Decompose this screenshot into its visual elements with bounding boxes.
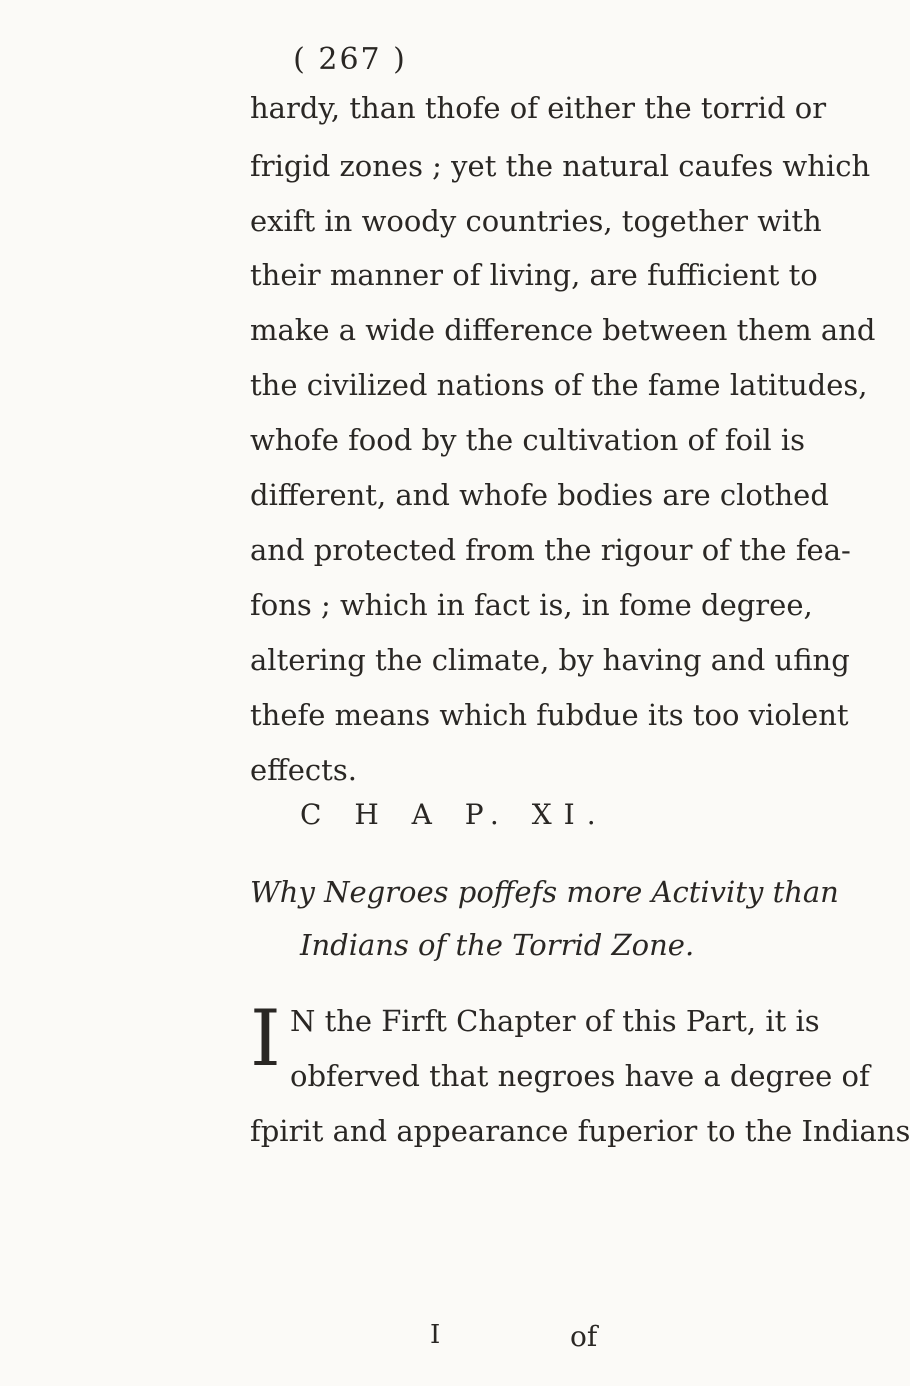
paragraph-line: whofe food by the cultivation of foil is bbox=[250, 423, 805, 457]
paragraph-line: effects. bbox=[250, 753, 357, 787]
paragraph-line: hardy, than thofe of either the torrid or bbox=[250, 91, 827, 125]
drop-cap: I bbox=[250, 994, 281, 1084]
opening-line: obferved that negroes have a degree of bbox=[290, 1059, 870, 1093]
chapter-title-line-1: Why Negroes poffefs more Activity than bbox=[250, 875, 839, 909]
paragraph-line: the civilized nations of the fame latitudes, bbox=[250, 368, 868, 402]
paragraph-line: frigid zones ; yet the natural caufes which bbox=[250, 149, 871, 183]
chapter-title-line-2: Indians of the Torrid Zone. bbox=[300, 928, 695, 962]
opening-line: fpirit and appearance fuperior to the Indians bbox=[250, 1114, 910, 1148]
paragraph-line: different, and whofe bodies are clothed bbox=[250, 478, 829, 512]
chapter-heading: C H A P. XI. bbox=[300, 798, 608, 831]
paragraph-line: and protected from the rigour of the fea- bbox=[250, 533, 851, 567]
catchword: of bbox=[570, 1320, 598, 1353]
paragraph-line: their manner of living, are fufficient to bbox=[250, 258, 818, 292]
paragraph-line: make a wide difference between them and bbox=[250, 313, 876, 347]
page-number: ( 267 ) bbox=[293, 42, 407, 77]
paragraph-line: fons ; which in fact is, in fome degree, bbox=[250, 588, 813, 622]
paragraph-line: exift in woody countries, together with bbox=[250, 204, 822, 238]
opening-line: N the Firft Chapter of this Part, it is bbox=[290, 1004, 820, 1038]
signature-mark: I bbox=[430, 1320, 441, 1350]
paragraph-line: altering the climate, by having and ufing bbox=[250, 643, 850, 677]
paragraph-line: thefe means which fubdue its too violent bbox=[250, 698, 849, 732]
